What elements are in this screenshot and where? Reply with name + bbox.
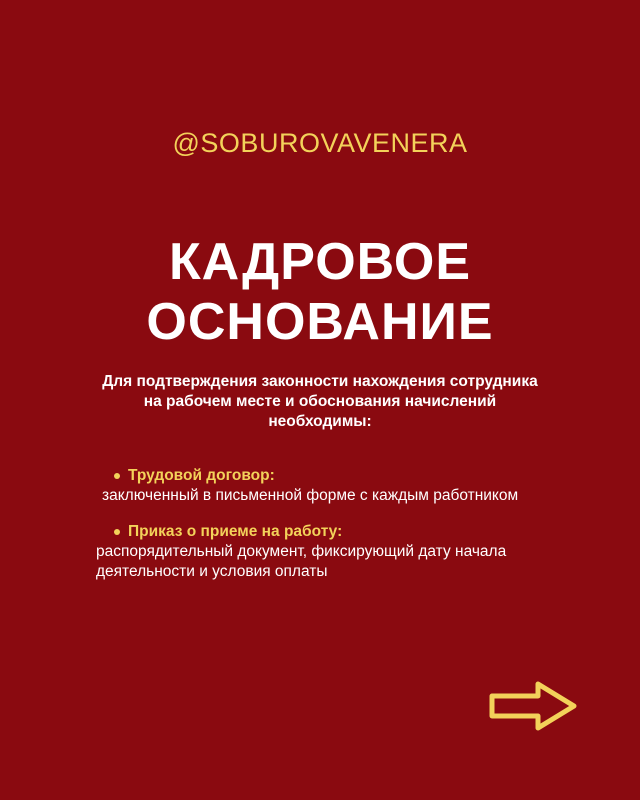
description-line: деятельности и условия оплаты bbox=[96, 563, 328, 580]
arrow-right-icon[interactable] bbox=[488, 680, 578, 732]
page-title bbox=[0, 232, 640, 352]
title-line-1: КАДРОВОЕ bbox=[168, 233, 472, 291]
intro-text bbox=[80, 372, 560, 432]
description-line: распорядительный документ, фиксирующий дату начала bbox=[96, 543, 507, 560]
list-item-title: Трудовой договор: bbox=[128, 467, 275, 484]
list-item-description bbox=[96, 486, 556, 506]
intro-line-3: необходимы: bbox=[268, 413, 372, 430]
title-line-2: ОСНОВАНИЕ bbox=[146, 293, 494, 351]
description-line: заключенный в письменной форме с каждым работником bbox=[102, 487, 519, 504]
bullet-icon bbox=[114, 473, 120, 479]
list-item bbox=[96, 466, 556, 506]
account-handle: @SOBUROVAVENERA bbox=[172, 128, 468, 158]
bullet-icon bbox=[114, 529, 120, 535]
list-item-description bbox=[96, 542, 556, 582]
list-item bbox=[96, 522, 556, 582]
list-item-title: Приказ о приеме на работу: bbox=[128, 523, 343, 540]
intro-line-2: на рабочем месте и обоснования начислений bbox=[143, 393, 497, 410]
intro-line-1: Для подтверждения законности нахождения сотрудника bbox=[102, 373, 538, 390]
list-item-heading bbox=[96, 522, 556, 542]
list-item-heading bbox=[96, 466, 556, 486]
